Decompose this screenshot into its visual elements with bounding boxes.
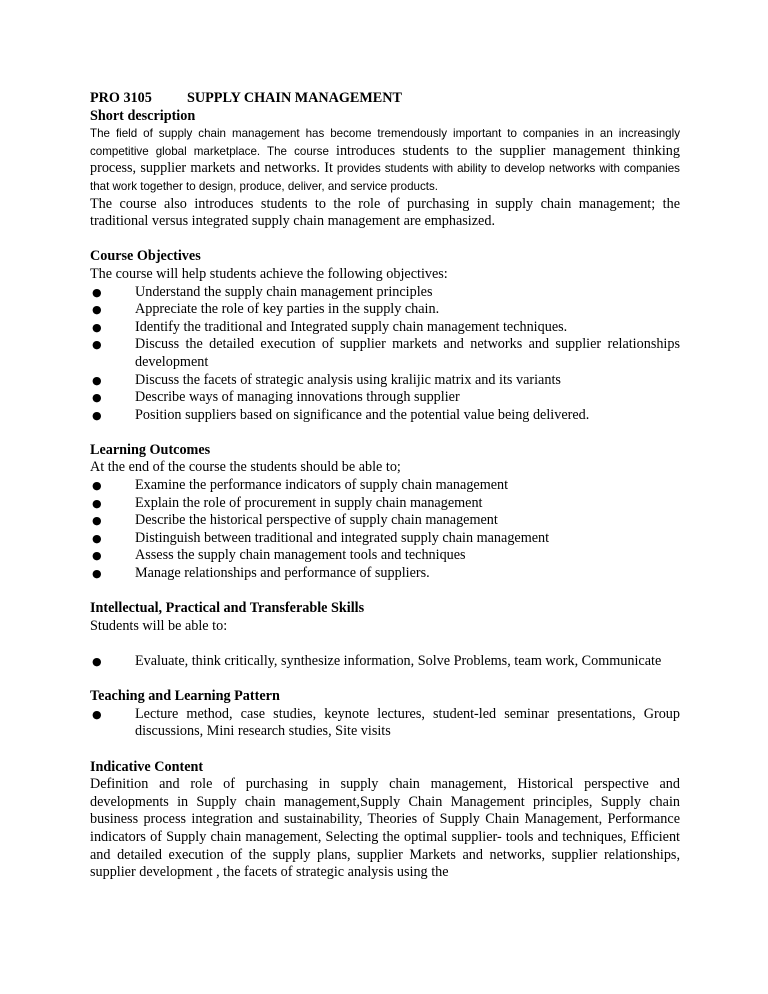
list-item xyxy=(90,495,680,513)
bullet-icon: ● xyxy=(92,285,102,299)
short-description-heading: Short description xyxy=(90,107,196,124)
course-code: PRO 3105 xyxy=(90,90,152,106)
list-item-text: Explain the role of procurement in supply chain management xyxy=(135,494,483,511)
list-item xyxy=(90,547,680,565)
outcomes-heading: Learning Outcomes xyxy=(90,441,211,458)
outcomes-section xyxy=(90,442,680,583)
bullet-icon: ● xyxy=(92,549,102,563)
bullet-icon: ● xyxy=(92,408,102,422)
list-item-text: Discuss the detailed execution of supplier markets and networks and supplier relationships development xyxy=(135,336,680,370)
list-item xyxy=(90,319,680,337)
list-item-text: Describe the historical perspective of supply chain management xyxy=(135,512,498,529)
objectives-intro: The course will help students achieve the following objectives: xyxy=(90,265,448,282)
list-item xyxy=(90,530,680,548)
bullet-icon: ● xyxy=(92,707,102,721)
list-item xyxy=(90,706,680,741)
short-description-part2: The course also introduces students to the role of purchasing in supply chain management; the traditional versus integrated supply chain management are emphasized. xyxy=(90,195,680,230)
short-description-part1-c: provides students with ability to develop networks with companies that work together to design, produce, deliver, and service products. xyxy=(90,162,680,193)
list-item-text: Evaluate, think critically, synthesize information, Solve Problems, team work, Communicate xyxy=(135,653,662,669)
spacer xyxy=(90,635,680,653)
content-heading: Indicative Content xyxy=(90,758,204,775)
bullet-icon: ● xyxy=(92,303,102,317)
short-description-part1-b: introduces students to the supplier management thinking process, supplier markets and networks. It xyxy=(90,142,680,177)
short-description-text xyxy=(90,125,680,195)
list-item-text: Manage relationships and performance of suppliers. xyxy=(135,565,430,582)
bullet-icon: ● xyxy=(92,338,102,352)
bullet-icon: ● xyxy=(92,514,102,528)
bullet-icon: ● xyxy=(92,567,102,581)
course-title-line xyxy=(90,90,680,108)
short-description-part1-a: The field of supply chain management has become tremendously important to companies in an increasingly competitive global marketplace. The course xyxy=(90,127,680,158)
skills-section xyxy=(90,600,680,670)
list-item xyxy=(90,477,680,495)
list-item-text: Identify the traditional and Integrated supply chain management techniques. xyxy=(135,318,568,335)
short-description-text-2 xyxy=(90,196,680,231)
list-item-text: Understand the supply chain management principles xyxy=(135,283,433,300)
bullet-icon: ● xyxy=(92,531,102,545)
bullet-icon: ● xyxy=(92,391,102,405)
list-item-text: Appreciate the role of key parties in the supply chain. xyxy=(135,301,440,318)
outcomes-intro: At the end of the course the students should be able to; xyxy=(90,459,401,476)
list-item xyxy=(90,512,680,530)
list-item xyxy=(90,284,680,302)
list-item xyxy=(90,565,680,583)
list-item xyxy=(90,301,680,319)
objectives-list xyxy=(90,284,680,425)
teaching-heading: Teaching and Learning Pattern xyxy=(90,688,280,705)
outcomes-list xyxy=(90,477,680,583)
course-title: SUPPLY CHAIN MANAGEMENT xyxy=(187,90,402,106)
skills-heading: Intellectual, Practical and Transferable Skills xyxy=(90,600,365,617)
list-item xyxy=(90,653,680,671)
skills-intro: Students will be able to: xyxy=(90,617,228,634)
bullet-icon: ● xyxy=(92,373,102,387)
bullet-icon: ● xyxy=(92,479,102,493)
list-item xyxy=(90,389,680,407)
teaching-list xyxy=(90,706,680,741)
list-item-text: Examine the performance indicators of supply chain management xyxy=(135,477,509,494)
objectives-heading: Course Objectives xyxy=(90,248,201,265)
list-item-text: Lecture method, case studies, keynote lectures, student-led seminar presentations, Group discussions, Mini research studies, Site visits xyxy=(135,705,680,740)
teaching-section xyxy=(90,688,680,741)
skills-list xyxy=(90,653,680,671)
list-item xyxy=(90,407,680,425)
list-item-text: Distinguish between traditional and integrated supply chain management xyxy=(135,529,550,546)
bullet-icon: ● xyxy=(92,655,102,668)
bullet-icon: ● xyxy=(92,320,102,334)
list-item xyxy=(90,336,680,371)
list-item-text: Position suppliers based on significance and the potential value being delivered. xyxy=(135,406,590,423)
list-item-text: Discuss the facets of strategic analysis using kralijic matrix and its variants xyxy=(135,371,561,388)
content-text: Definition and role of purchasing in supply chain management, Historical perspective and developments in Supply chain management,Supply Chain Management principles, Supply chain business process integration and sustainability, Theories of Supply Chain Management, Performance indicators of Supply chain management, Selecting the optimal supplier- tools and techniques, Efficient and detailed execution of the supply plans, supplier Markets and networks, supplier relationships, supplier development , the facets of strategic analysis using the xyxy=(90,776,680,881)
list-item-text: Assess the supply chain management tools and techniques xyxy=(135,547,466,564)
list-item-text: Describe ways of managing innovations through supplier xyxy=(135,389,460,406)
content-section xyxy=(90,759,680,882)
bullet-icon: ● xyxy=(92,496,102,510)
objectives-section xyxy=(90,248,680,424)
list-item xyxy=(90,372,680,390)
document-page xyxy=(90,90,680,882)
